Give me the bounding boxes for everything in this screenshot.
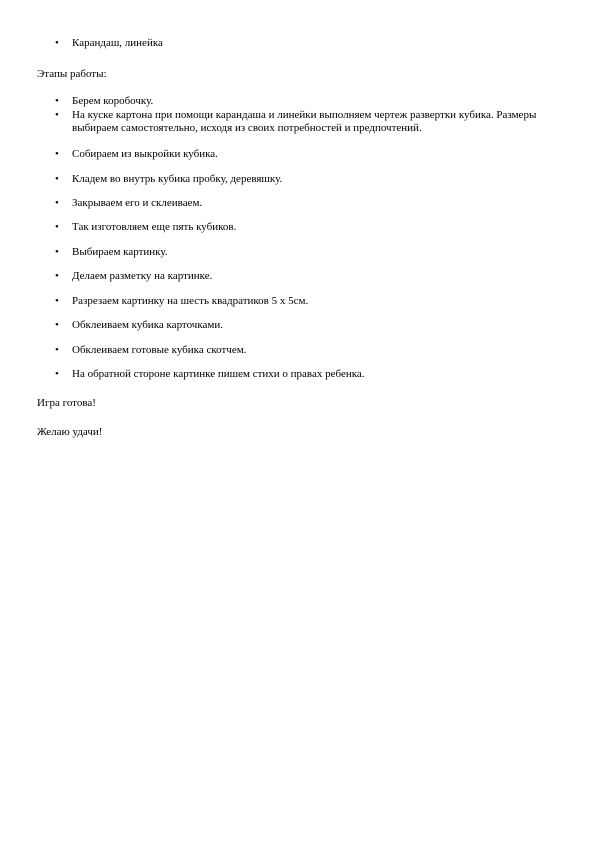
step-text: Так изготовляем еще пять кубиков. (72, 221, 237, 233)
bullet-icon: • (55, 197, 59, 209)
bullet-icon: • (55, 173, 59, 185)
game-ready-text: Игра готова! (37, 397, 96, 409)
stages-heading: Этапы работы: (37, 68, 107, 80)
bullet-icon: • (55, 109, 59, 121)
step-text: Выбираем картинку. (72, 246, 168, 258)
bullet-icon: • (55, 270, 59, 282)
bullet-icon: • (55, 37, 59, 49)
step-text: Делаем разметку на картинке. (72, 270, 213, 282)
step-text: Разрезаем картинку на шесть квадратиков 5 х 5см. (72, 295, 309, 307)
bullet-icon: • (55, 368, 59, 380)
bullet-icon: • (55, 95, 59, 107)
bullet-icon: • (55, 295, 59, 307)
bullet-icon: • (55, 344, 59, 356)
step-text: Закрываем его и склеиваем. (72, 197, 203, 209)
step-text: На куске картона при помощи карандаша и линейки выполняем чертеж развертки кубика. Размеры выбираем самостоятельно, исходя из своих потребностей и предпочтений. (72, 109, 537, 134)
step-text: Обклеиваем готовые кубика скотчем. (72, 344, 247, 356)
bullet-icon: • (55, 221, 59, 233)
step-text: Собираем из выкройки кубика. (72, 148, 218, 160)
materials-text: Карандаш, линейка (72, 37, 163, 49)
step-text: Берем коробочку. (72, 95, 154, 107)
good-luck-text: Желаю удачи! (37, 426, 103, 438)
bullet-icon: • (55, 319, 59, 331)
bullet-icon: • (55, 148, 59, 160)
step-text: Кладем во внутрь кубика пробку, деревяшку. (72, 173, 283, 185)
step-text: На обратной стороне картинке пишем стихи о правах ребенка. (72, 368, 365, 380)
bullet-icon: • (55, 246, 59, 258)
step-text: Обклеиваем кубика карточками. (72, 319, 223, 331)
